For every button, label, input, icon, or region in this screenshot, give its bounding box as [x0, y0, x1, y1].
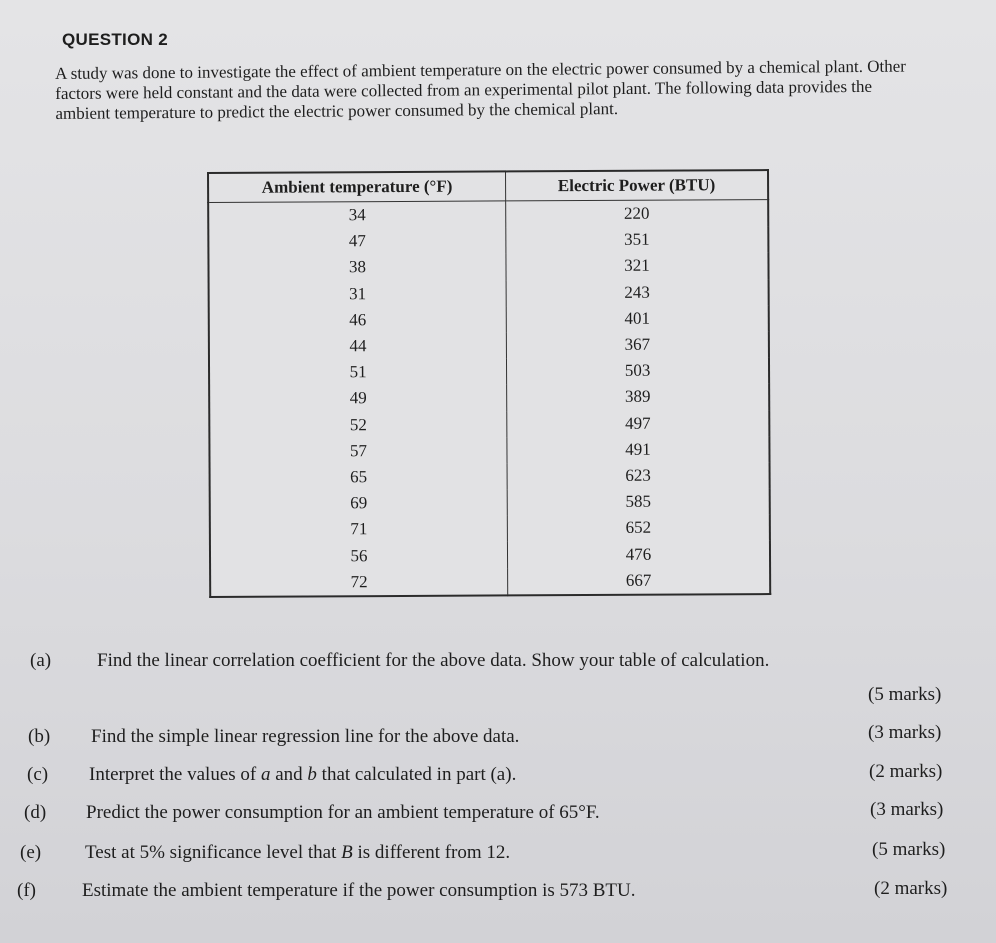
power-cell: 321: [624, 256, 650, 276]
part-text: Find the linear correlation coefficient for the above data. Show your table of calculation.: [97, 650, 770, 671]
part-label: (a): [30, 650, 52, 671]
part-a-marks: (5 marks): [868, 684, 942, 705]
temperature-cell: 51: [209, 359, 507, 387]
temperature-cell: 72: [210, 568, 508, 597]
temperature-cell: 65: [210, 463, 508, 491]
table-row: [210, 488, 770, 517]
table-row: [209, 357, 769, 386]
part-text: Predict the power consumption for an ambient temperature of 65°F.: [86, 802, 600, 823]
table-row: [208, 200, 768, 230]
question-intro: A study was done to investigate the effect of ambient temperature on the electric power consumed by a chemical plant. Other factors were held constant and the data were collected from an experimental pilot plant. The following data provides the ambient temperature to predict the electric power consumed by the chemical plant.: [55, 56, 906, 123]
power-cell: 389: [624, 387, 651, 407]
table-row: [209, 436, 769, 465]
temperature-cell: 31: [209, 280, 507, 308]
power-cell: 497: [625, 413, 651, 433]
part-e-marks: (5 marks): [872, 839, 946, 860]
temperature-cell: 49: [209, 385, 507, 413]
temperature-cell: 71: [210, 516, 508, 544]
temperature-cell: 52: [209, 411, 507, 439]
temperature-cell: 69: [210, 489, 508, 517]
table-row: [209, 383, 769, 412]
power-cell: 667: [625, 570, 652, 590]
table-row: [209, 279, 769, 308]
table-row: [210, 567, 770, 597]
part-b-marks: (3 marks): [868, 722, 942, 743]
table-row: [208, 226, 768, 255]
question-heading: QUESTION 2: [62, 30, 168, 49]
part-text: Interpret the values of a and b that calculated in part (a).: [89, 764, 517, 785]
temperature-cell: 46: [209, 306, 507, 334]
data-table: [207, 169, 771, 598]
table-row: [210, 462, 770, 491]
table-row: [210, 540, 770, 569]
power-cell: 585: [625, 491, 652, 511]
table-row: [210, 514, 770, 543]
part-label: (c): [27, 764, 49, 785]
part-f-marks: (2 marks): [874, 878, 948, 899]
power-cell: 503: [624, 360, 651, 381]
table-row: [209, 305, 769, 334]
power-cell: 243: [624, 282, 650, 302]
part-label: (b): [28, 726, 51, 747]
power-cell: 220: [623, 203, 650, 223]
temperature-cell: 44: [209, 332, 507, 360]
temperature-cell: 47: [208, 228, 506, 256]
table-row: [208, 252, 768, 281]
header-ambient-temperature: Ambient temperature (°F): [208, 171, 506, 202]
temperature-cell: 38: [208, 254, 506, 282]
power-cell: 351: [624, 229, 650, 250]
power-cell: 476: [625, 544, 652, 564]
power-cell: 491: [625, 439, 651, 459]
temperature-cell: 56: [210, 542, 508, 570]
part-label: (f): [17, 880, 36, 901]
part-text: Find the simple linear regression line for the above data.: [91, 726, 520, 747]
power-cell: 367: [624, 334, 651, 354]
part-label: (d): [24, 802, 47, 823]
temperature-cell: 34: [208, 201, 506, 229]
table-body: [208, 200, 770, 597]
temperature-cell: 57: [209, 437, 507, 465]
power-cell: 623: [625, 465, 651, 485]
power-cell: 652: [625, 518, 652, 538]
table-row: [209, 331, 769, 360]
part-text: Estimate the ambient temperature if the power consumption is 573 BTU.: [82, 880, 636, 901]
part-text: Test at 5% significance level that B is different from 12.: [85, 842, 511, 863]
table-row: [209, 410, 769, 439]
header-electric-power: Electric Power (BTU): [506, 170, 769, 201]
part-d-marks: (3 marks): [870, 799, 944, 820]
table-header-row: [208, 170, 768, 202]
part-label: (e): [20, 842, 42, 863]
power-cell: 401: [624, 308, 651, 328]
part-c-marks: (2 marks): [869, 761, 943, 782]
